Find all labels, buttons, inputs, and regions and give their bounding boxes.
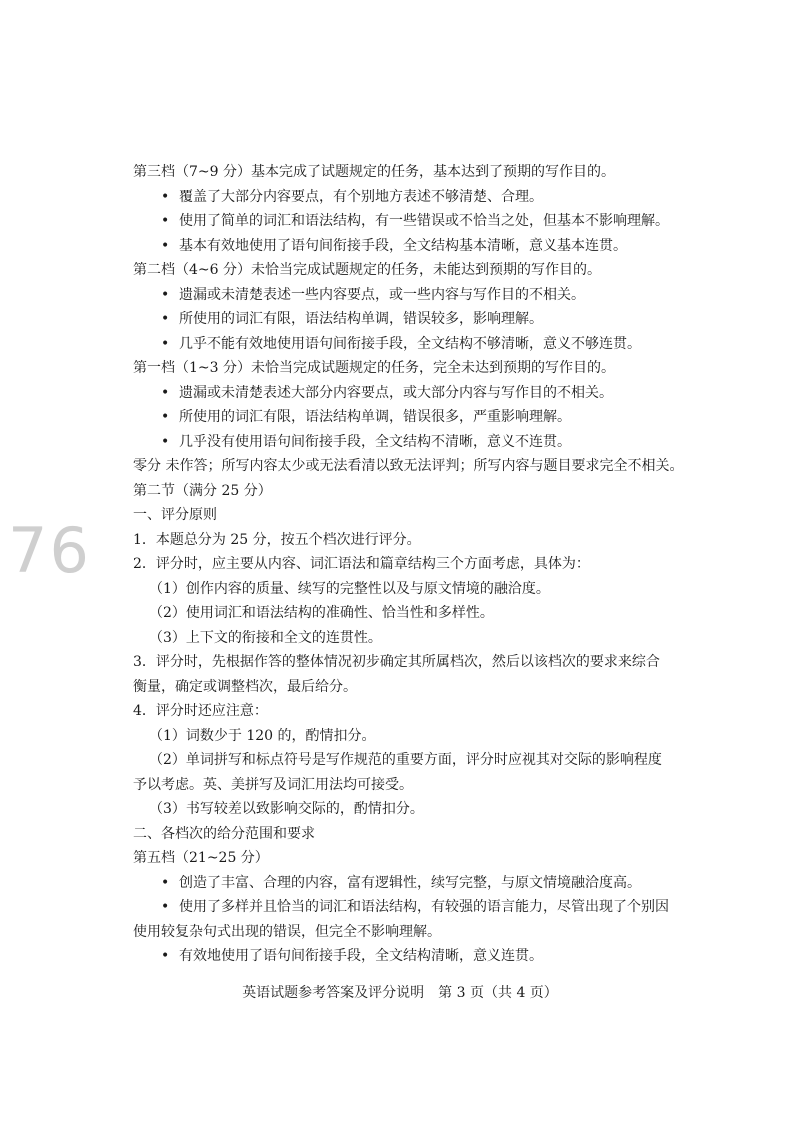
paragraph-line: 第五档（21~25 分） xyxy=(133,850,269,866)
paragraph-line: 4．评分时还应注意： xyxy=(133,703,268,719)
bullet-item: • 创造了丰富、合理的内容，富有逻辑性，续写完整，与原文情境融洽度高。 xyxy=(133,871,673,896)
paragraph-line: 予以考虑。英、美拼写及词汇用法均可接受。 xyxy=(133,776,413,793)
bullet-item: • 有效地使用了语句间衔接手段，全文结构清晰，意义连贯。 xyxy=(133,944,673,969)
bullet-item: • 所使用的词汇有限，语法结构单调，错误很多，严重影响理解。 xyxy=(133,405,673,430)
numbered-sub-item: （2）单词拼写和标点符号是写作规范的重要方面，评分时应视其对交际的影响程度 xyxy=(149,752,662,768)
paragraph-line: 2．评分时，应主要从内容、词汇语法和篇章结构三个方面考虑，具体为： xyxy=(133,556,590,572)
paragraph-line: 1．本题总分为 25 分，按五个档次进行评分。 xyxy=(133,531,421,548)
numbered-sub-item: （3）书写较差以致影响交际的，酌情扣分。 xyxy=(149,801,424,817)
bullet-item: • 几乎不能有效地使用语句间衔接手段，全文结构不够清晰，意义不够连贯。 xyxy=(133,332,673,357)
bullet-item: • 使用了简单的词汇和语法结构，有一些错误或不恰当之处，但基本不影响理解。 xyxy=(133,209,673,234)
paragraph-line: 衡量，确定或调整档次，最后给分。 xyxy=(133,678,357,695)
bullet-item: • 遗漏或未清楚表述大部分内容要点，或大部分内容与写作目的不相关。 xyxy=(133,381,673,406)
bullet-item: • 所使用的词汇有限，语法结构单调，错误较多，影响理解。 xyxy=(133,307,673,332)
paragraph-line: 第三档（7~9 分）基本完成了试题规定的任务，基本达到了预期的写作目的。 xyxy=(133,164,615,180)
bullet-item: • 覆盖了大部分内容要点，有个别地方表述不够清楚、合理。 xyxy=(133,185,673,210)
paragraph-line: 零分 未作答；所写内容太少或无法看清以致无法评判；所写内容与题目要求完全不相关。 xyxy=(133,458,684,474)
bullet-item: • 遗漏或未清楚表述一些内容要点，或一些内容与写作目的不相关。 xyxy=(133,283,673,308)
paragraph-line: 3．评分时，先根据作答的整体情况初步确定其所属档次，然后以该档次的要求来综合 xyxy=(133,654,660,670)
watermark: 76 xyxy=(8,514,91,587)
numbered-sub-item: （1）词数少于 120 的，酌情扣分。 xyxy=(149,727,376,744)
bullet-item: • 基本有效地使用了语句间衔接手段，全文结构基本清晰，意义基本连贯。 xyxy=(133,234,673,259)
bullet-item: • 使用了多样并且恰当的词汇和语法结构，有较强的语言能力，尽管出现了个别因 xyxy=(133,895,673,920)
numbered-sub-item: （1）创作内容的质量、续写的完整性以及与原文情境的融洽度。 xyxy=(149,580,550,597)
numbered-sub-item: （3）上下文的衔接和全文的连贯性。 xyxy=(149,629,382,646)
paragraph-line: 二、各档次的给分范围和要求 xyxy=(133,825,315,842)
paragraph-line: 第二节（满分 25 分） xyxy=(133,482,272,499)
paragraph-line: 第二档（4~6 分）未恰当完成试题规定的任务，未能达到预期的写作目的。 xyxy=(133,262,601,278)
bullet-item: • 几乎没有使用语句间衔接手段，全文结构不清晰，意义不连贯。 xyxy=(133,430,673,455)
numbered-sub-item: （2）使用词汇和语法结构的准确性、恰当性和多样性。 xyxy=(149,605,494,621)
paragraph-line: 使用较复杂句式出现的错误，但完全不影响理解。 xyxy=(133,923,441,940)
page-footer: 英语试题参考答案及评分说明 第 3 页（共 4 页） xyxy=(242,985,558,1001)
document-body xyxy=(133,160,684,969)
paragraph-line: 第一档（1~3 分）未恰当完成试题规定的任务，完全未达到预期的写作目的。 xyxy=(133,360,615,376)
paragraph-line: 一、评分原则 xyxy=(133,507,217,523)
